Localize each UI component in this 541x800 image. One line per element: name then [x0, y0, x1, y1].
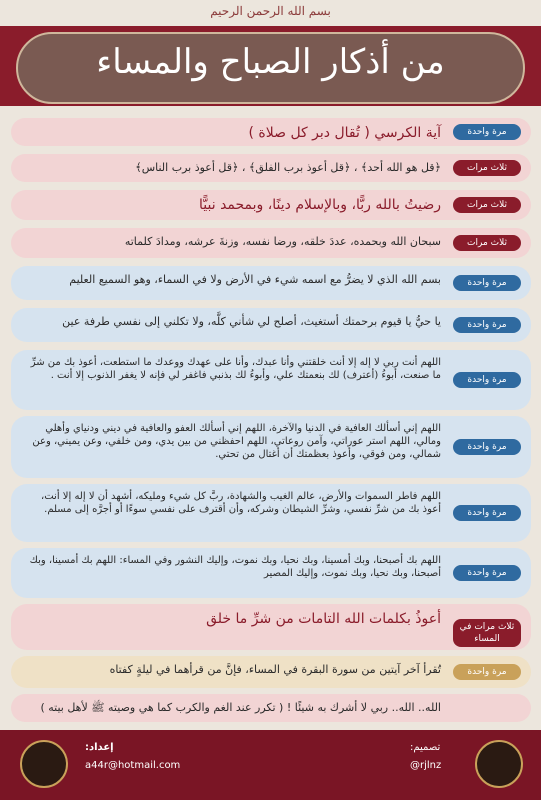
repeat-count-badge: مرة واحدة	[453, 505, 521, 521]
repeat-count-badge: مرة واحدة	[453, 664, 521, 680]
dhikr-row	[11, 604, 531, 650]
repeat-count-badge: ثلاث مرات	[453, 197, 521, 213]
dhikr-row	[11, 656, 531, 688]
repeat-count-badge: مرة واحدة	[453, 372, 521, 388]
dhikr-row	[11, 548, 531, 598]
dhikr-text: رضيتُ بالله ربًّا، وبالإسلام دينًا، وبمحمد نبيًّا	[199, 197, 441, 213]
repeat-count-badge: مرة واحدة	[453, 275, 521, 291]
dhikr-text: أعوذُ بكلمات الله التامات من شرِّ ما خلق	[206, 611, 441, 627]
author-logo	[20, 740, 68, 788]
repeat-count-badge: مرة واحدة	[453, 317, 521, 333]
dhikr-text: آية الكرسي ( تُقال دبر كل صلاة )	[248, 125, 441, 141]
dhikr-text: تُقرأ آخر آيتين من سورة البقرة في المساء، فإنَّ من قرأهما في ليلةٍ كفتاه	[109, 663, 441, 676]
dhikr-text: بسم الله الذي لا يضرُّ مع اسمه شيء في الأرض ولا في السماء، وهو السميع العليم	[69, 273, 441, 286]
designer-twitter[interactable]: @rjlnz	[410, 760, 442, 771]
designer-logo	[475, 740, 523, 788]
basmala: بسم الله الرحمن الرحيم	[210, 4, 331, 18]
dhikr-text: اللهم أنت ربي لا إله إلا أنت خلقتني وأنا عبدك، وأنا على عهدك ووعدك ما استطعت، أعوذ بك من شرِّ ما صنعت، أبوءُ (أعترف) لك بنعمتك علي، وأبوءُ لك بذنبي فاغفر لي فإنه لا يغفر الذنوب إلا أنت .	[30, 357, 441, 381]
prepared-label: إعداد:	[85, 742, 114, 753]
dhikr-row	[11, 484, 531, 542]
design-label: تصميم:	[410, 742, 441, 753]
dhikr-text: اللهم بك أصبحنا، وبك أمسينا، وبك نحيا، وبك نموت، وإليك النشور وفي المساء: اللهم بك أمسينا، وبك أصبحنا، وبك نحيا، وبك نموت، وإليك المصير	[29, 555, 441, 579]
dhikr-row	[11, 118, 531, 146]
dhikr-text: ﴿قل هو الله أحد﴾ ، ﴿قل أعوذ برب الفلق﴾ ، ﴿قل أعوذ برب الناس﴾	[135, 161, 441, 174]
dhikr-text: اللهم إني أسألك العافية في الدنيا والآخرة، اللهم إني أسألك العفو والعافية في ديني ودنياي وأهلي ومالي، اللهم استر عوراتي، وآمن روعاتي، اللهم احفظني من بين يدي، ومن خلفي، وعن يميني، وعن شمالي، ومن فوقي، وأعوذ بعظمتك أن أغتال من تحتي.	[32, 423, 441, 460]
dhikr-text: اللهم فاطر السموات والأرض، عالم الغيب والشهادة، ربَّ كل شيء ومليكه، أشهد أن لا إله إلا أنت، أعوذ بك من شرِّ نفسي، وشرِّ الشيطان وشركه، وأن أقترف على نفسي سوءًا أو أجرَّه إلى مسلم.	[41, 491, 441, 515]
dhikr-row	[11, 154, 531, 182]
repeat-count-badge: مرة واحدة	[453, 124, 521, 140]
author-email[interactable]: a44r@hotmail.com	[85, 760, 181, 771]
footer	[0, 730, 541, 800]
repeat-count-badge: ثلاث مرات	[453, 160, 521, 176]
dhikr-row	[11, 190, 531, 220]
repeat-count-badge: مرة واحدة	[453, 439, 521, 455]
repeat-count-badge: ثلاث مرات	[453, 235, 521, 251]
page-title: من أذكار الصباح والمساء	[96, 42, 445, 82]
repeat-count-badge: مرة واحدة	[453, 565, 521, 581]
dhikr-text: سبحان الله وبحمده، عددَ خلقه، ورضا نفسه، وزنةَ عرشه، ومدادَ كلماته	[124, 235, 441, 248]
repeat-count-badge: ثلاث مرات في المساء	[453, 619, 521, 647]
dhikr-row	[11, 350, 531, 410]
dhikr-row	[11, 228, 531, 258]
dhikr-text: يا حيُّ يا قيوم برحمتك أستغيث، أصلح لي شأني كلَّه، ولا تكلني إلى نفسي طرفة عين	[62, 315, 441, 328]
dhikr-row	[11, 416, 531, 478]
dhikr-row	[11, 266, 531, 300]
dhikr-row	[11, 694, 531, 722]
dhikr-row	[11, 308, 531, 342]
dhikr-text: الله.. الله.. ربي لا أشرك به شيئًا ! ( تكرر عند الغم والكرب كما هي وصيته ﷺ لأهل بيته )	[40, 701, 441, 714]
